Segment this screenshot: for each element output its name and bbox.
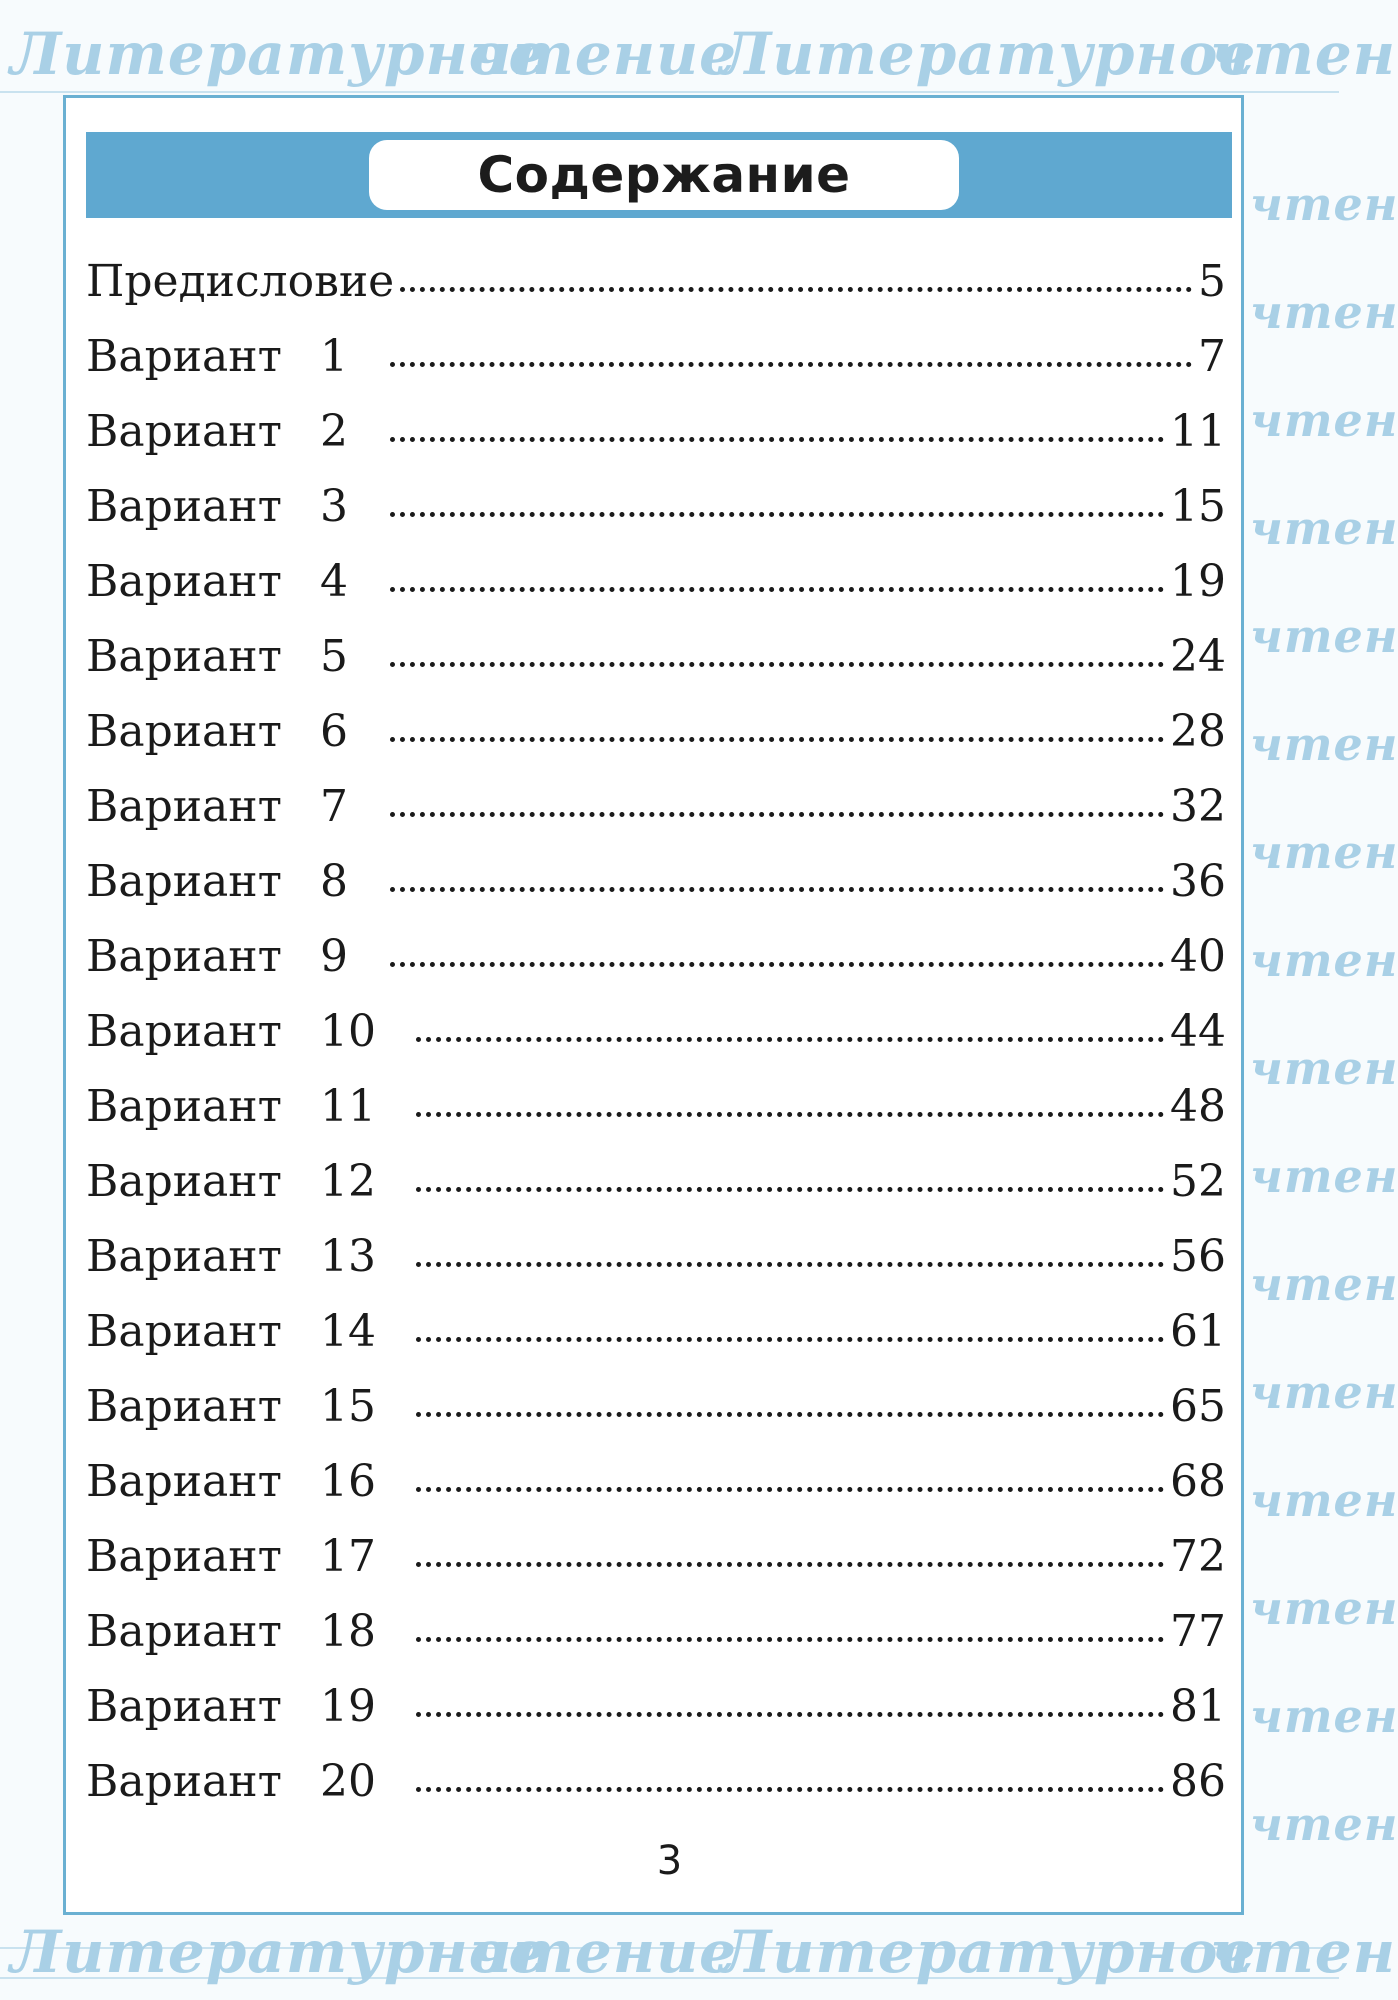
toc-leader-dots bbox=[416, 1337, 1164, 1342]
toc-page-number: 19 bbox=[1170, 556, 1226, 607]
toc-row-variant[interactable] bbox=[86, 1302, 1226, 1362]
toc-row-variant[interactable] bbox=[86, 1227, 1226, 1287]
toc-leader-dots bbox=[390, 812, 1164, 817]
toc-variant-number: 2 bbox=[319, 406, 348, 457]
watermark-top-4: чтен bbox=[1210, 20, 1397, 88]
toc-page-number: 77 bbox=[1170, 1606, 1226, 1657]
toc-page-number: 7 bbox=[1198, 331, 1226, 382]
toc-variant-number: 8 bbox=[319, 856, 348, 907]
toc-variant-label: Вариант bbox=[86, 1756, 282, 1807]
toc-page-number: 61 bbox=[1170, 1306, 1226, 1357]
toc-leader-dots bbox=[416, 1712, 1164, 1717]
toc-variant-number: 15 bbox=[319, 1381, 376, 1432]
toc-variant-number: 1 bbox=[319, 331, 348, 382]
toc-variant-label: Вариант bbox=[86, 556, 282, 607]
toc-variant-number: 19 bbox=[319, 1681, 376, 1732]
toc-variant-label: Вариант bbox=[86, 406, 282, 457]
toc-row-preface[interactable] bbox=[86, 252, 1226, 312]
toc-page-number: 36 bbox=[1170, 856, 1226, 907]
watermark-bottom-2: чтение bbox=[470, 1918, 738, 1986]
toc-variant-number: 10 bbox=[319, 1006, 376, 1057]
page-number: 3 bbox=[656, 1838, 683, 1884]
page-title: Содержание bbox=[477, 146, 851, 204]
toc-row-variant[interactable] bbox=[86, 552, 1226, 612]
toc-variant-number: 9 bbox=[319, 931, 348, 982]
toc-variant-label: Вариант bbox=[86, 1531, 282, 1582]
watermark-side-right: чтен чтен чтен чтен чтен чтен чтен чтен чтен чтен чтен чтен чтен чтен чтен чтен bbox=[1250, 177, 1398, 1851]
toc-leader-dots bbox=[416, 1562, 1164, 1567]
watermark-bottom-4: чтен bbox=[1210, 1918, 1397, 1986]
toc-variant-number: 16 bbox=[319, 1456, 376, 1507]
toc-leader-dots bbox=[416, 1037, 1164, 1042]
toc-leader-dots bbox=[416, 1787, 1164, 1792]
toc-row-variant[interactable] bbox=[86, 702, 1226, 762]
toc-page-number: 56 bbox=[1170, 1231, 1226, 1282]
toc-row-variant[interactable] bbox=[86, 477, 1226, 537]
toc-leader-dots bbox=[390, 887, 1164, 892]
toc-variant-number: 7 bbox=[319, 781, 348, 832]
toc-row-variant[interactable] bbox=[86, 1677, 1226, 1737]
toc-page-number: 72 bbox=[1170, 1531, 1226, 1582]
toc-row-variant[interactable] bbox=[86, 777, 1226, 837]
toc-variant-label: Вариант bbox=[86, 1606, 282, 1657]
toc-page-number: 44 bbox=[1170, 1006, 1226, 1057]
toc-row-variant[interactable] bbox=[86, 1152, 1226, 1212]
toc-page-number: 24 bbox=[1170, 631, 1226, 682]
toc-variant-label: Вариант bbox=[86, 931, 282, 982]
toc-variant-label: Вариант bbox=[86, 1156, 282, 1207]
toc-variant-number: 12 bbox=[319, 1156, 376, 1207]
toc-variant-label: Вариант bbox=[86, 856, 282, 907]
toc-leader-dots bbox=[390, 587, 1164, 592]
toc-variant-number: 14 bbox=[319, 1306, 376, 1357]
toc-leader-dots bbox=[390, 962, 1164, 967]
toc-page-number: 48 bbox=[1170, 1081, 1226, 1132]
toc-row-variant[interactable] bbox=[86, 927, 1226, 987]
toc-page-number: 15 bbox=[1170, 481, 1226, 532]
toc-row-variant[interactable] bbox=[86, 1602, 1226, 1662]
toc-variant-label: Вариант bbox=[86, 1681, 282, 1732]
watermark-top-3: Литературное bbox=[720, 20, 1257, 88]
toc-leader-dots bbox=[390, 437, 1164, 442]
toc-variant-label: Вариант bbox=[86, 1006, 282, 1057]
toc-variant-label: Вариант bbox=[86, 1381, 282, 1432]
toc-leader-dots bbox=[416, 1637, 1164, 1642]
toc-leader-dots bbox=[416, 1187, 1164, 1192]
toc-page-number: 65 bbox=[1170, 1381, 1226, 1432]
toc-label: Предисловие bbox=[86, 256, 395, 307]
toc-row-variant[interactable] bbox=[86, 1452, 1226, 1512]
toc-row-variant[interactable] bbox=[86, 327, 1226, 387]
toc-variant-number: 20 bbox=[319, 1756, 376, 1807]
toc-variant-number: 11 bbox=[319, 1081, 376, 1132]
toc-leader-dots bbox=[416, 1262, 1164, 1267]
toc-page-number: 40 bbox=[1170, 931, 1226, 982]
toc-page-number: 81 bbox=[1170, 1681, 1226, 1732]
toc-leader-dots bbox=[416, 1487, 1164, 1492]
toc-variant-label: Вариант bbox=[86, 331, 282, 382]
toc-page-number: 86 bbox=[1170, 1756, 1226, 1807]
toc-page-number: 68 bbox=[1170, 1456, 1226, 1507]
title-pill bbox=[369, 140, 959, 210]
toc-row-variant[interactable] bbox=[86, 1077, 1226, 1137]
toc-page-number: 28 bbox=[1170, 706, 1226, 757]
toc-variant-number: 5 bbox=[319, 631, 348, 682]
watermark-bottom-3: Литературное bbox=[720, 1918, 1257, 1986]
toc-variant-label: Вариант bbox=[86, 706, 282, 757]
toc-variant-number: 3 bbox=[319, 481, 348, 532]
watermark-top-1: Литературное bbox=[10, 20, 547, 88]
toc-variant-label: Вариант bbox=[86, 481, 282, 532]
toc-page-number: 32 bbox=[1170, 781, 1226, 832]
toc-variant-label: Вариант bbox=[86, 781, 282, 832]
toc-variant-label: Вариант bbox=[86, 1306, 282, 1357]
toc-page-number: 11 bbox=[1170, 406, 1226, 457]
toc-leader-dots bbox=[400, 287, 1192, 292]
toc-leader-dots bbox=[390, 512, 1164, 517]
watermark-top-2: чтение bbox=[470, 20, 738, 88]
toc-leader-dots bbox=[416, 1412, 1164, 1417]
toc-page-number: 5 bbox=[1198, 256, 1226, 307]
toc-variant-label: Вариант bbox=[86, 1456, 282, 1507]
toc-row-variant[interactable] bbox=[86, 627, 1226, 687]
toc-row-variant[interactable] bbox=[86, 1752, 1226, 1812]
toc-variant-label: Вариант bbox=[86, 631, 282, 682]
toc-variant-number: 6 bbox=[319, 706, 348, 757]
toc-leader-dots bbox=[416, 1112, 1164, 1117]
toc-variant-label: Вариант bbox=[86, 1081, 282, 1132]
toc-row-variant[interactable] bbox=[86, 852, 1226, 912]
toc-variant-label: Вариант bbox=[86, 1231, 282, 1282]
toc-row-variant[interactable] bbox=[86, 1377, 1226, 1437]
toc-variant-number: 18 bbox=[319, 1606, 376, 1657]
toc-leader-dots bbox=[390, 662, 1164, 667]
toc-row-variant[interactable] bbox=[86, 1527, 1226, 1587]
toc-leader-dots bbox=[390, 362, 1192, 367]
watermark-bottom-1: Литературное bbox=[10, 1918, 547, 1986]
toc-leader-dots bbox=[390, 737, 1164, 742]
toc-row-variant[interactable] bbox=[86, 402, 1226, 462]
toc-page-number: 52 bbox=[1170, 1156, 1226, 1207]
toc-variant-number: 4 bbox=[319, 556, 348, 607]
toc-variant-number: 13 bbox=[319, 1231, 376, 1282]
toc-row-variant[interactable] bbox=[86, 1002, 1226, 1062]
toc-variant-number: 17 bbox=[319, 1531, 376, 1582]
